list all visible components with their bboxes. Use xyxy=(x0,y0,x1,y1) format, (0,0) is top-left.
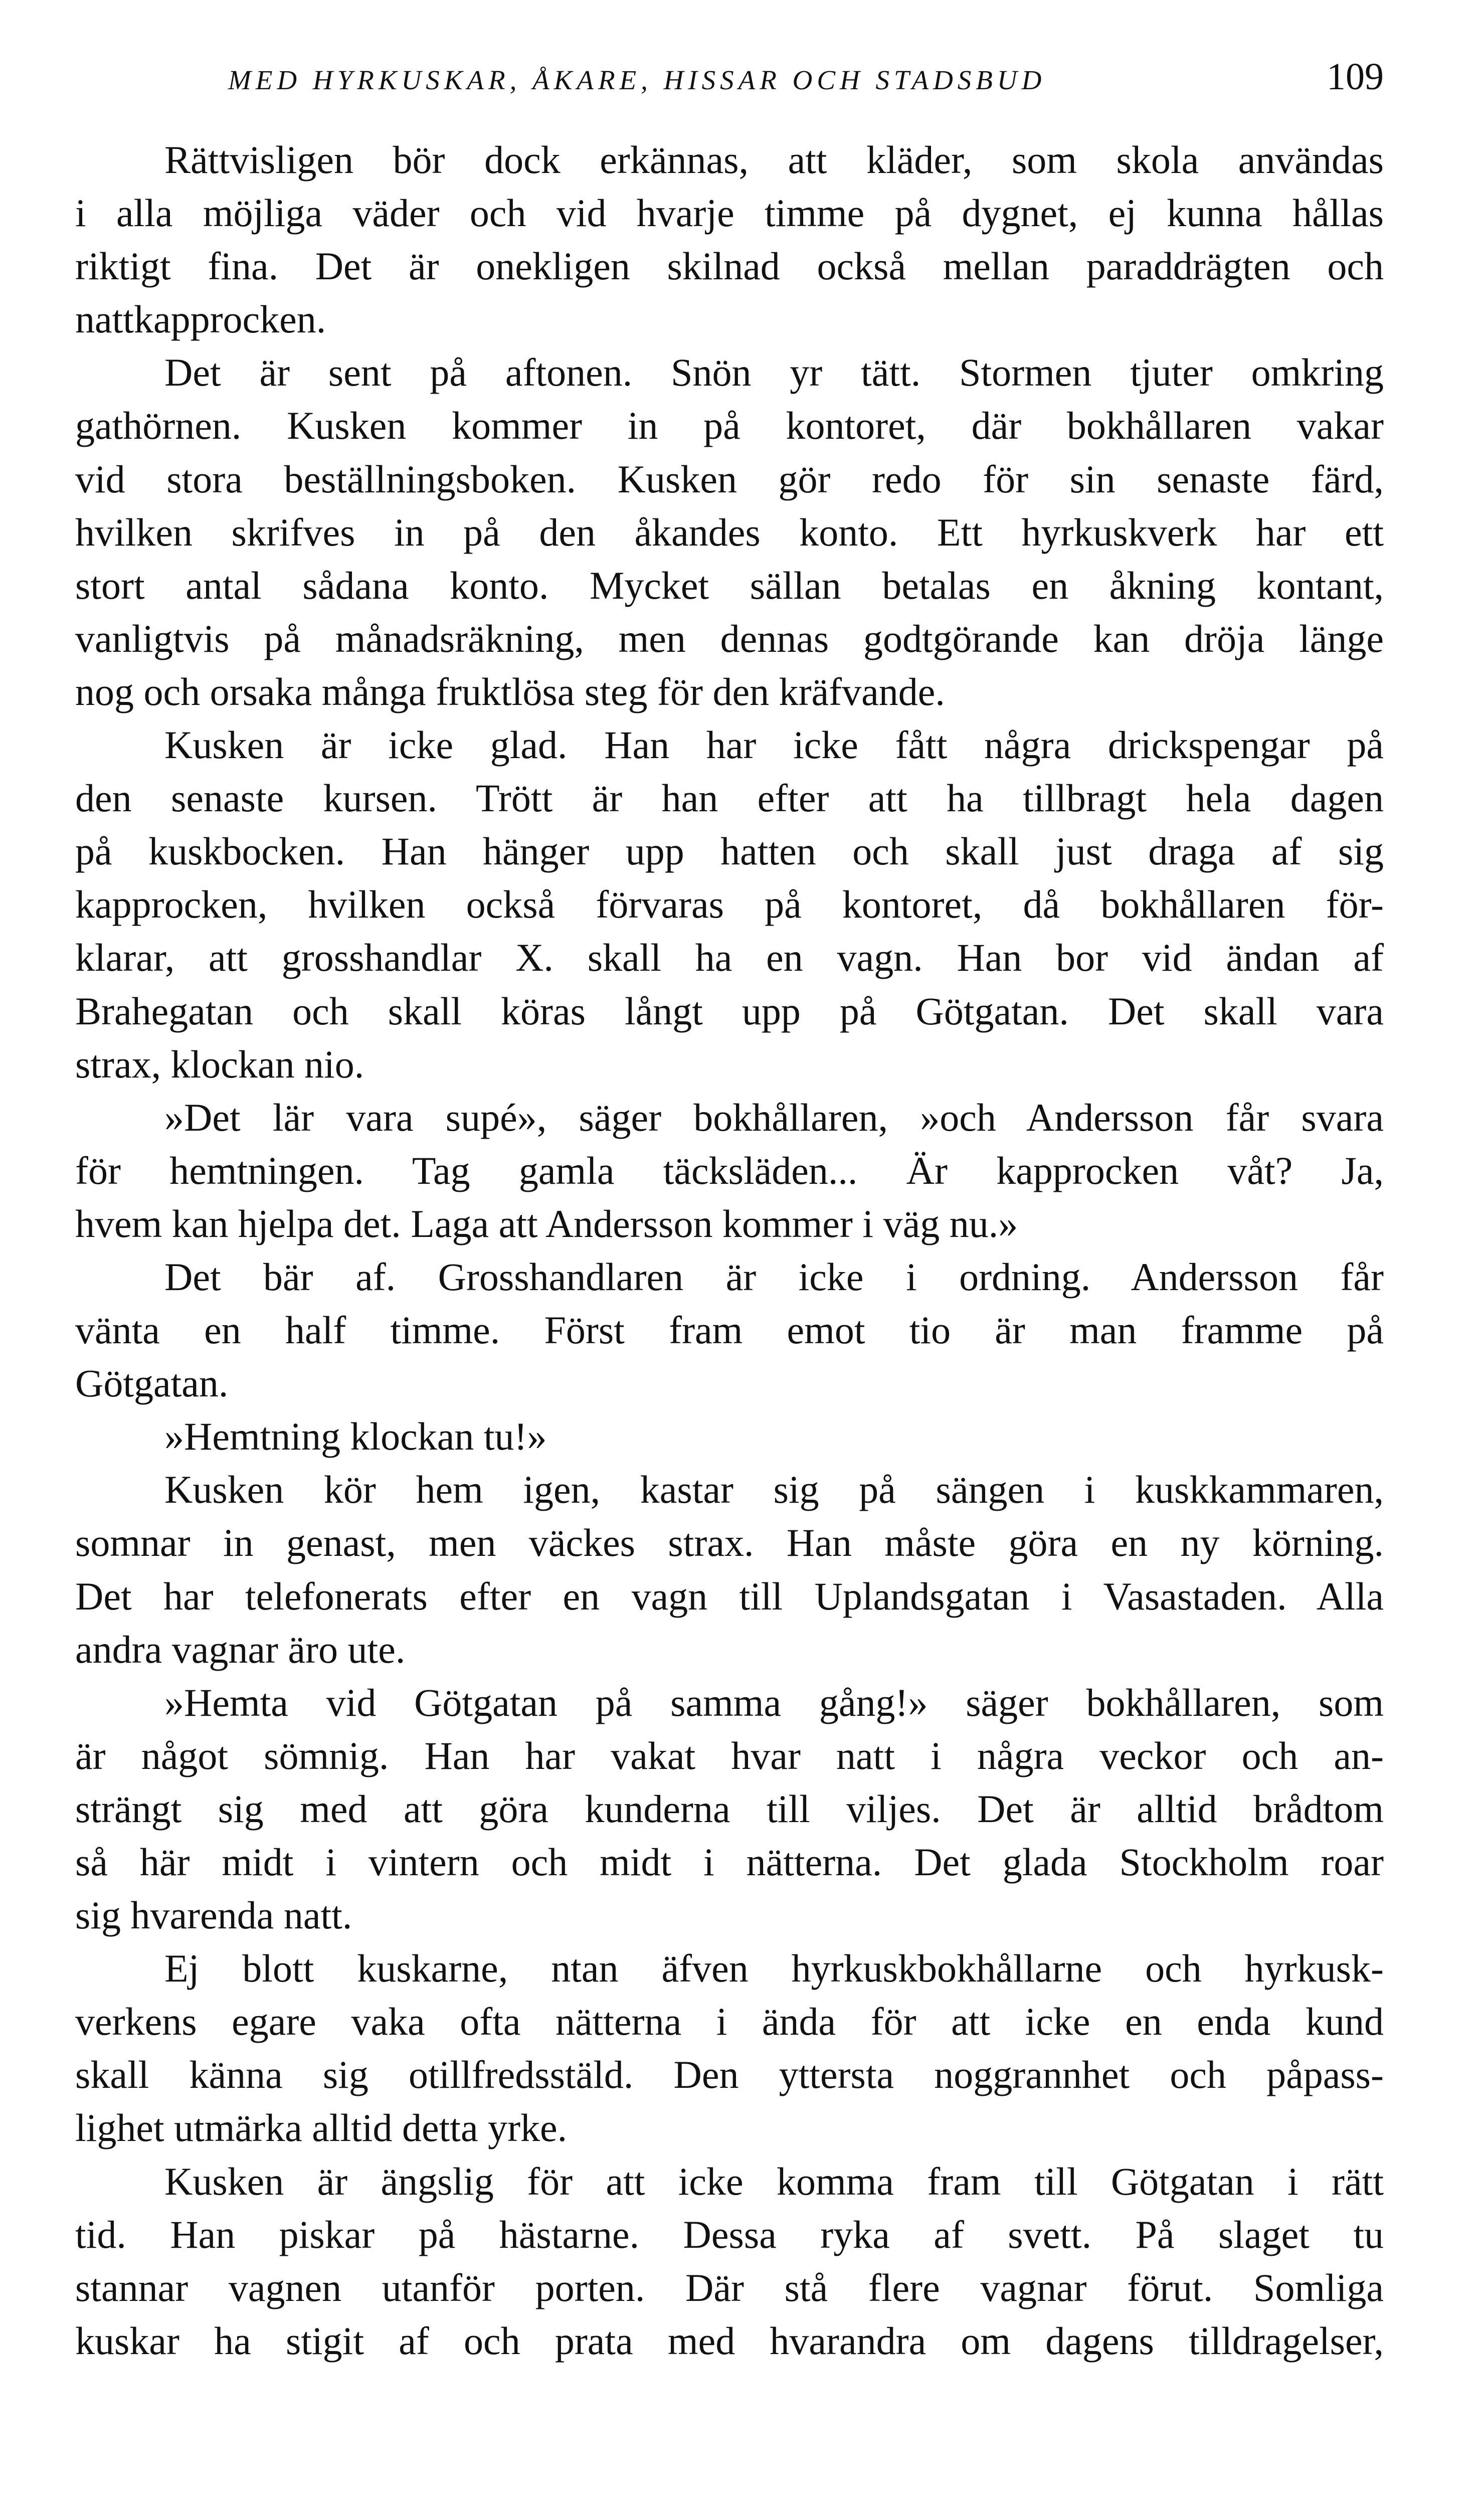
text-line: i alla möjliga väder och vid hvarje timme på dygnet, ej kunna hållas xyxy=(75,191,1384,235)
text-line: vänta en half timme. Först fram emot tio är man framme på xyxy=(75,1308,1384,1352)
running-title: MED HYRKUSKAR, ÅKARE, HISSAR OCH STADSBUD xyxy=(228,65,1046,95)
text-line: strängt sig med att göra kunderna till viljes. Det är alltid brådtom xyxy=(75,1786,1384,1831)
text-line: vid stora beställningsboken. Kusken gör redo för sin senaste färd, xyxy=(75,457,1384,501)
text-line: på kuskbocken. Han hänger upp hatten och skall just draga af sig xyxy=(75,829,1384,873)
text-line: Kusken kör hem igen, kastar sig på sängen i kuskkammaren, xyxy=(164,1468,1384,1512)
text-line: hvilken skrifves in på den åkandes konto. Ett hyrkuskverk har ett xyxy=(75,510,1384,554)
body-text xyxy=(75,133,1384,2368)
text-line: »Det lär vara supé», säger bokhållaren, »och Andersson får svara xyxy=(164,1095,1384,1139)
text-line: somnar in genast, men väckes strax. Han måste göra en ny körning. xyxy=(75,1521,1384,1565)
text-line: Det bär af. Grosshandlaren är icke i ordning. Andersson får xyxy=(164,1255,1384,1299)
text-line: nattkapprocken. xyxy=(75,297,326,341)
text-line: andra vagnar äro ute. xyxy=(75,1627,406,1671)
text-line: Götgatan. xyxy=(75,1361,229,1405)
text-line: Det är sent på aftonen. Snön yr tätt. Stormen tjuter omkring xyxy=(164,350,1384,395)
text-line: stort antal sådana konto. Mycket sällan betalas en åkning kontant, xyxy=(75,563,1384,607)
text-line: vanligtvis på månadsräkning, men dennas godtgörande kan dröja länge xyxy=(75,616,1384,660)
text-line: verkens egare vaka ofta nätterna i ända för att icke en enda kund xyxy=(75,2000,1384,2044)
text-line: Kusken är ängslig för att icke komma fram till Götgatan i rätt xyxy=(164,2159,1384,2203)
text-line: för hemtningen. Tag gamla täcksläden... Är kapprocken våt? Ja, xyxy=(75,1148,1384,1192)
text-line: hvem kan hjelpa det. Laga att Andersson kommer i väg nu.» xyxy=(75,1201,1018,1245)
text-line: gathörnen. Kusken kommer in på kontoret, där bokhållaren vakar xyxy=(75,404,1384,448)
text-line: klarar, att grosshandlar X. skall ha en vagn. Han bor vid ändan af xyxy=(75,936,1384,980)
text-line: nog och orsaka många fruktlösa steg för den kräfvande. xyxy=(75,669,945,713)
text-line: stannar vagnen utanför porten. Där stå flere vagnar förut. Somliga xyxy=(75,2265,1384,2309)
text-line: lighet utmärka alltid detta yrke. xyxy=(75,2106,568,2150)
text-line: så här midt i vintern och midt i nätterna. Det glada Stockholm roar xyxy=(75,1840,1384,1884)
text-line: strax, klockan nio. xyxy=(75,1042,364,1086)
text-line: den senaste kursen. Trött är han efter att ha tillbragt hela dagen xyxy=(75,776,1384,820)
text-line: kapprocken, hvilken också förvaras på kontoret, då bokhållaren för- xyxy=(75,882,1384,927)
text-line: Rättvisligen bör dock erkännas, att kläder, som skola användas xyxy=(164,138,1384,182)
text-line: sig hvarenda natt. xyxy=(75,1893,352,1937)
running-head xyxy=(228,55,1384,110)
page-number: 109 xyxy=(1327,56,1384,98)
text-line: »Hemta vid Götgatan på samma gång!» säger bokhållaren, som xyxy=(164,1680,1384,1724)
text-line: Ej blott kuskarne, ntan äfven hyrkuskbokhållarne och hyrkusk- xyxy=(164,1946,1384,1991)
text-line: tid. Han piskar på hästarne. Dessa ryka af svett. På slaget tu xyxy=(75,2212,1384,2256)
text-line: Det har telefonerats efter en vagn till Uplandsgatan i Vasastaden. Alla xyxy=(75,1574,1384,1618)
text-line: Kusken är icke glad. Han har icke fått några drickspengar på xyxy=(164,723,1384,767)
text-line: kuskar ha stigit af och prata med hvarandra om dagens tilldragelser, xyxy=(75,2318,1384,2363)
text-line: skall känna sig otillfredsstäld. Den yttersta noggrannhet och påpass- xyxy=(75,2053,1384,2097)
text-line: Brahegatan och skall köras långt upp på Götgatan. Det skall vara xyxy=(75,989,1384,1033)
text-line: »Hemtning klockan tu!» xyxy=(164,1414,547,1459)
text-line: riktigt fina. Det är onekligen skilnad också mellan paraddrägten och xyxy=(75,244,1384,288)
text-line: är något sömnig. Han har vakat hvar natt i några veckor och an- xyxy=(75,1733,1384,1777)
